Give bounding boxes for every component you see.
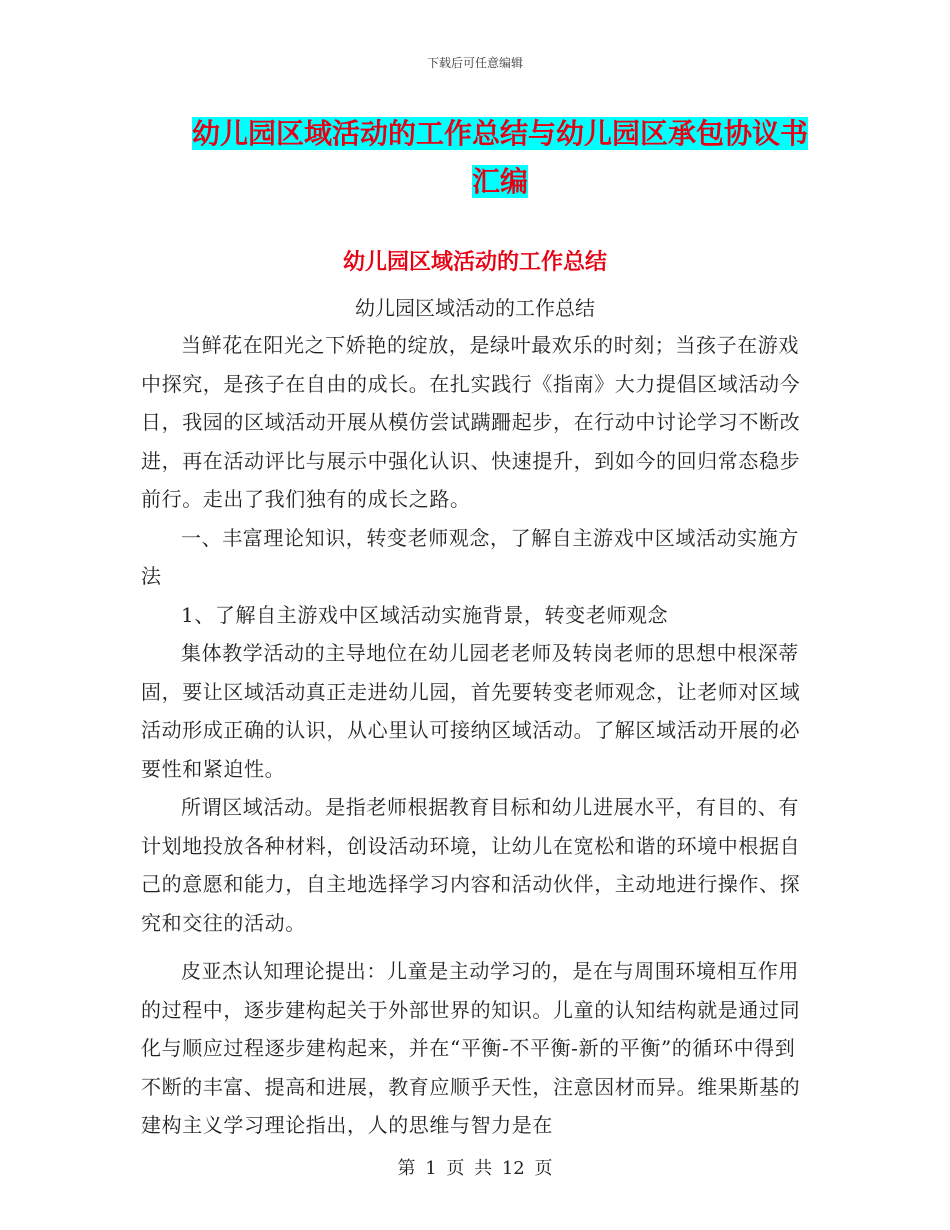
document-title-text: 幼儿园区域活动的工作总结与幼儿园区承包协议书汇编 (191, 117, 808, 198)
document-title (190, 110, 810, 206)
paragraph: 当鲜花在阳光之下娇艳的绽放，是绿叶最欢乐的时刻；当孩子在游戏中探究，是孩子在自由的成长。在扎实践行《指南》大力提倡区域活动今日，我园的区域活动开展从模仿尝试蹒跚起步，在行动中讨论学习不断改进，再在活动评比与展示中强化认识、快速提升，到如今的回归常态稳步前行。走出了我们独有的成长之路。 (141, 333, 801, 511)
paragraph: 1、了解自主游戏中区域活动实施背景，转变老师观念 (181, 602, 669, 627)
paragraph: 皮亚杰认知理论提出：儿童是主动学习的，是在与周围环境相互作用的过程中，逐步建构起关于外部世界的知识。儿童的认知结构就是通过同化与顺应过程逐步建构起来，并在“平衡-不平衡-新的平衡”的循环中得到不断的丰富、提高和进展，教育应顺乎天性，注意因材而异。维果斯基的建构主义学习理论指出，人的思维与智力是在 (141, 959, 801, 1137)
paragraph: 所谓区域活动。是指老师根据教育目标和幼儿进展水平，有目的、有计划地投放各种材料，创设活动环境，让幼儿在宽松和谐的环境中根据自己的意愿和能力，自主地选择学习内容和活动伙伴，主动地进行操作、探究和交往的活动。 (141, 795, 801, 935)
paragraph: 集体教学活动的主导地位在幼儿园老老师及转岗老师的思想中根深蒂固，要让区域活动真正走进幼儿园，首先要转变老师观念，让老师对区域活动形成正确的认识，从心里认可接纳区域活动。了解区域活动开展的必要性和紧迫性。 (141, 641, 801, 781)
section-title: 幼儿园区域活动的工作总结 (342, 250, 607, 275)
body-text (141, 326, 813, 1145)
header-note: 下载后可任意编辑 (426, 56, 523, 70)
page-footer: 第 1 页 共 12 页 (397, 1158, 553, 1179)
subtitle: 幼儿园区域活动的工作总结 (355, 296, 595, 320)
paragraph: 一、丰富理论知识，转变老师观念，了解自主游戏中区域活动实施方法 (141, 525, 799, 588)
